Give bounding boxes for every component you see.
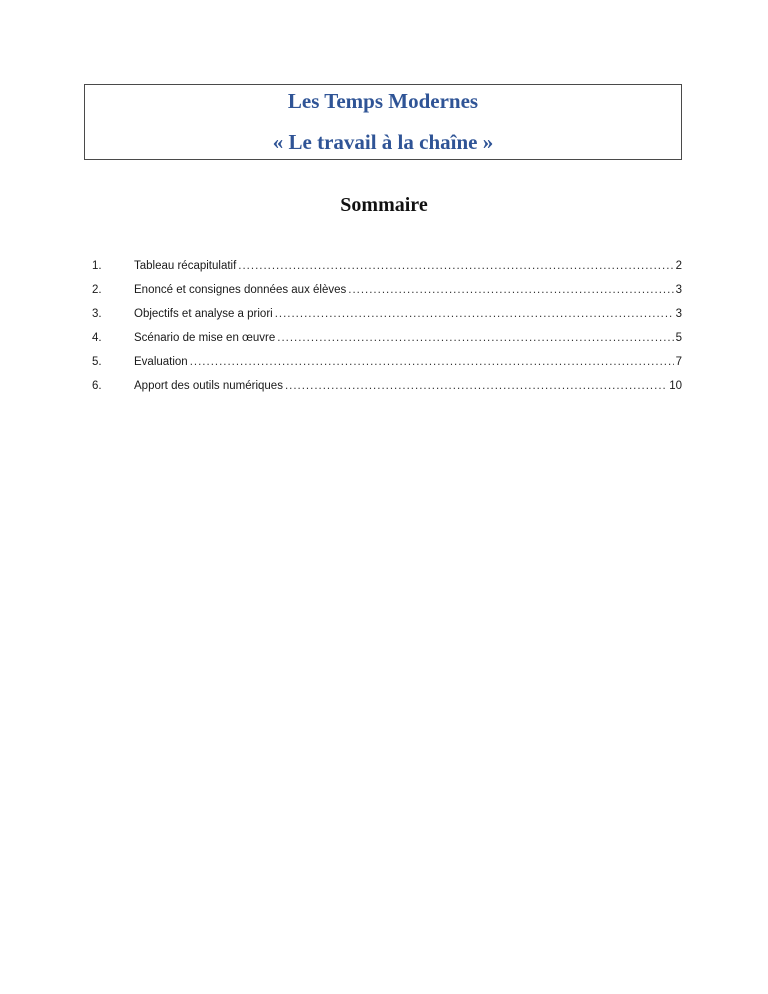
title-box <box>84 84 682 160</box>
toc-item-page: 2 <box>675 260 682 272</box>
toc-dot-leader <box>348 284 673 296</box>
toc-item-number: 2. <box>92 284 102 296</box>
toc-item-tableau-recapitulatif[interactable] <box>92 248 682 272</box>
toc-item-evaluation[interactable] <box>92 344 682 368</box>
toc-dot-leader <box>275 308 674 320</box>
toc-heading: Sommaire <box>340 194 428 216</box>
toc-item-page: 3 <box>675 284 682 296</box>
toc-dot-leader <box>238 260 673 272</box>
toc-item-number: 1. <box>92 260 102 272</box>
toc-item-page: 10 <box>669 380 682 392</box>
toc-item-objectifs-analyse[interactable] <box>92 296 682 320</box>
toc-item-title: Scénario de mise en œuvre <box>134 332 276 344</box>
toc-dot-leader <box>285 380 667 392</box>
toc-item-scenario[interactable] <box>92 320 682 344</box>
toc-item-title: Objectifs et analyse a priori <box>134 308 273 320</box>
toc-dot-leader <box>190 356 674 368</box>
toc-item-page: 7 <box>675 356 682 368</box>
toc-item-title: Evaluation <box>134 356 188 368</box>
document-title: Les Temps Modernes <box>287 89 479 113</box>
toc-item-number: 5. <box>92 356 102 368</box>
table-of-contents <box>92 248 682 392</box>
toc-item-page: 5 <box>675 332 682 344</box>
toc-item-page: 3 <box>675 308 682 320</box>
toc-item-title: Tableau récapitulatif <box>134 260 237 272</box>
toc-item-title: Enoncé et consignes données aux élèves <box>134 284 347 296</box>
toc-item-outils-numeriques[interactable] <box>92 368 682 392</box>
toc-item-number: 3. <box>92 308 102 320</box>
toc-item-number: 4. <box>92 332 102 344</box>
toc-item-number: 6. <box>92 380 102 392</box>
toc-item-title: Apport des outils numériques <box>134 380 283 392</box>
document-subtitle: « Le travail à la chaîne » <box>272 130 494 154</box>
toc-item-enonce-consignes[interactable] <box>92 272 682 296</box>
toc-dot-leader <box>277 332 673 344</box>
